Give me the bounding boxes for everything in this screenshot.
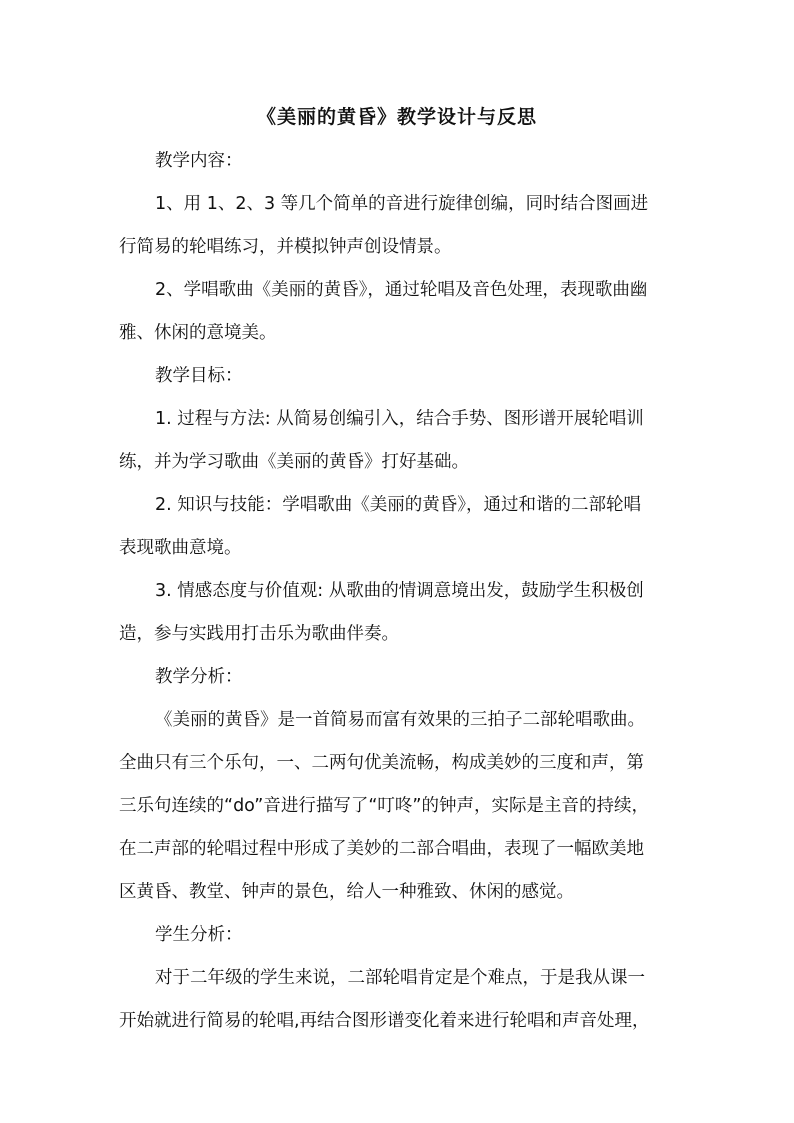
paragraph-line: 3. 情感态度与价值观: 从歌曲的情调意境出发，鼓励学生积极创 <box>155 581 644 601</box>
paragraph-line: 雅、休闲的意境美。 <box>119 323 277 343</box>
paragraph-line: 三乐句连续的“do”音进行描写了“叮咚”的钟声，实际是主音的持续， <box>119 796 649 816</box>
section-heading-content: 教学内容： <box>155 151 243 171</box>
paragraph-line: 1、用 1、2、3 等几个简单的音进行旋律创编，同时结合图画进 <box>155 194 649 214</box>
paragraph-line: 造，参与实践用打击乐为歌曲伴奏。 <box>119 624 399 644</box>
paragraph-line: 行简易的轮唱练习，并模拟钟声创设情景。 <box>119 237 452 257</box>
paragraph-line: 1. 过程与方法: 从简易创编引入，结合手势、图形谱开展轮唱训 <box>155 409 644 429</box>
section-heading-students: 学生分析： <box>155 925 243 945</box>
paragraph-line: 开始就进行简易的轮唱,再结合图形谱变化着来进行轮唱和声音处理， <box>119 1011 650 1031</box>
paragraph-line: 2、学唱歌曲《美丽的黄昏》，通过轮唱及音色处理，表现歌曲幽 <box>155 280 648 300</box>
paragraph-line: 在二声部的轮唱过程中形成了美妙的二部合唱曲，表现了一幅欧美地 <box>119 839 644 859</box>
paragraph-line: 全曲只有三个乐句，一、二两句优美流畅，构成美妙的三度和声，第 <box>119 753 644 773</box>
section-heading-goals: 教学目标： <box>155 366 243 386</box>
paragraph-line: 对于二年级的学生来说，二部轮唱肯定是个难点，于是我从课一 <box>155 968 645 988</box>
section-heading-analysis: 教学分析： <box>155 667 243 687</box>
document-body <box>119 146 679 1049</box>
document-title: 《美丽的黄昏》教学设计与反思 <box>256 106 537 128</box>
paragraph-line: 2. 知识与技能：学唱歌曲《美丽的黄昏》，通过和谐的二部轮唱 <box>155 495 642 515</box>
paragraph-line: 表现歌曲意境。 <box>119 538 242 558</box>
paragraph-line: 区黄昏、教堂、钟声的景色，给人一种雅致、休闲的感觉。 <box>119 882 574 902</box>
paragraph-line: 《美丽的黄昏》是一首简易而富有效果的三拍子二部轮唱歌曲。 <box>155 710 645 730</box>
paragraph-line: 练，并为学习歌曲《美丽的黄昏》打好基础。 <box>119 452 469 472</box>
